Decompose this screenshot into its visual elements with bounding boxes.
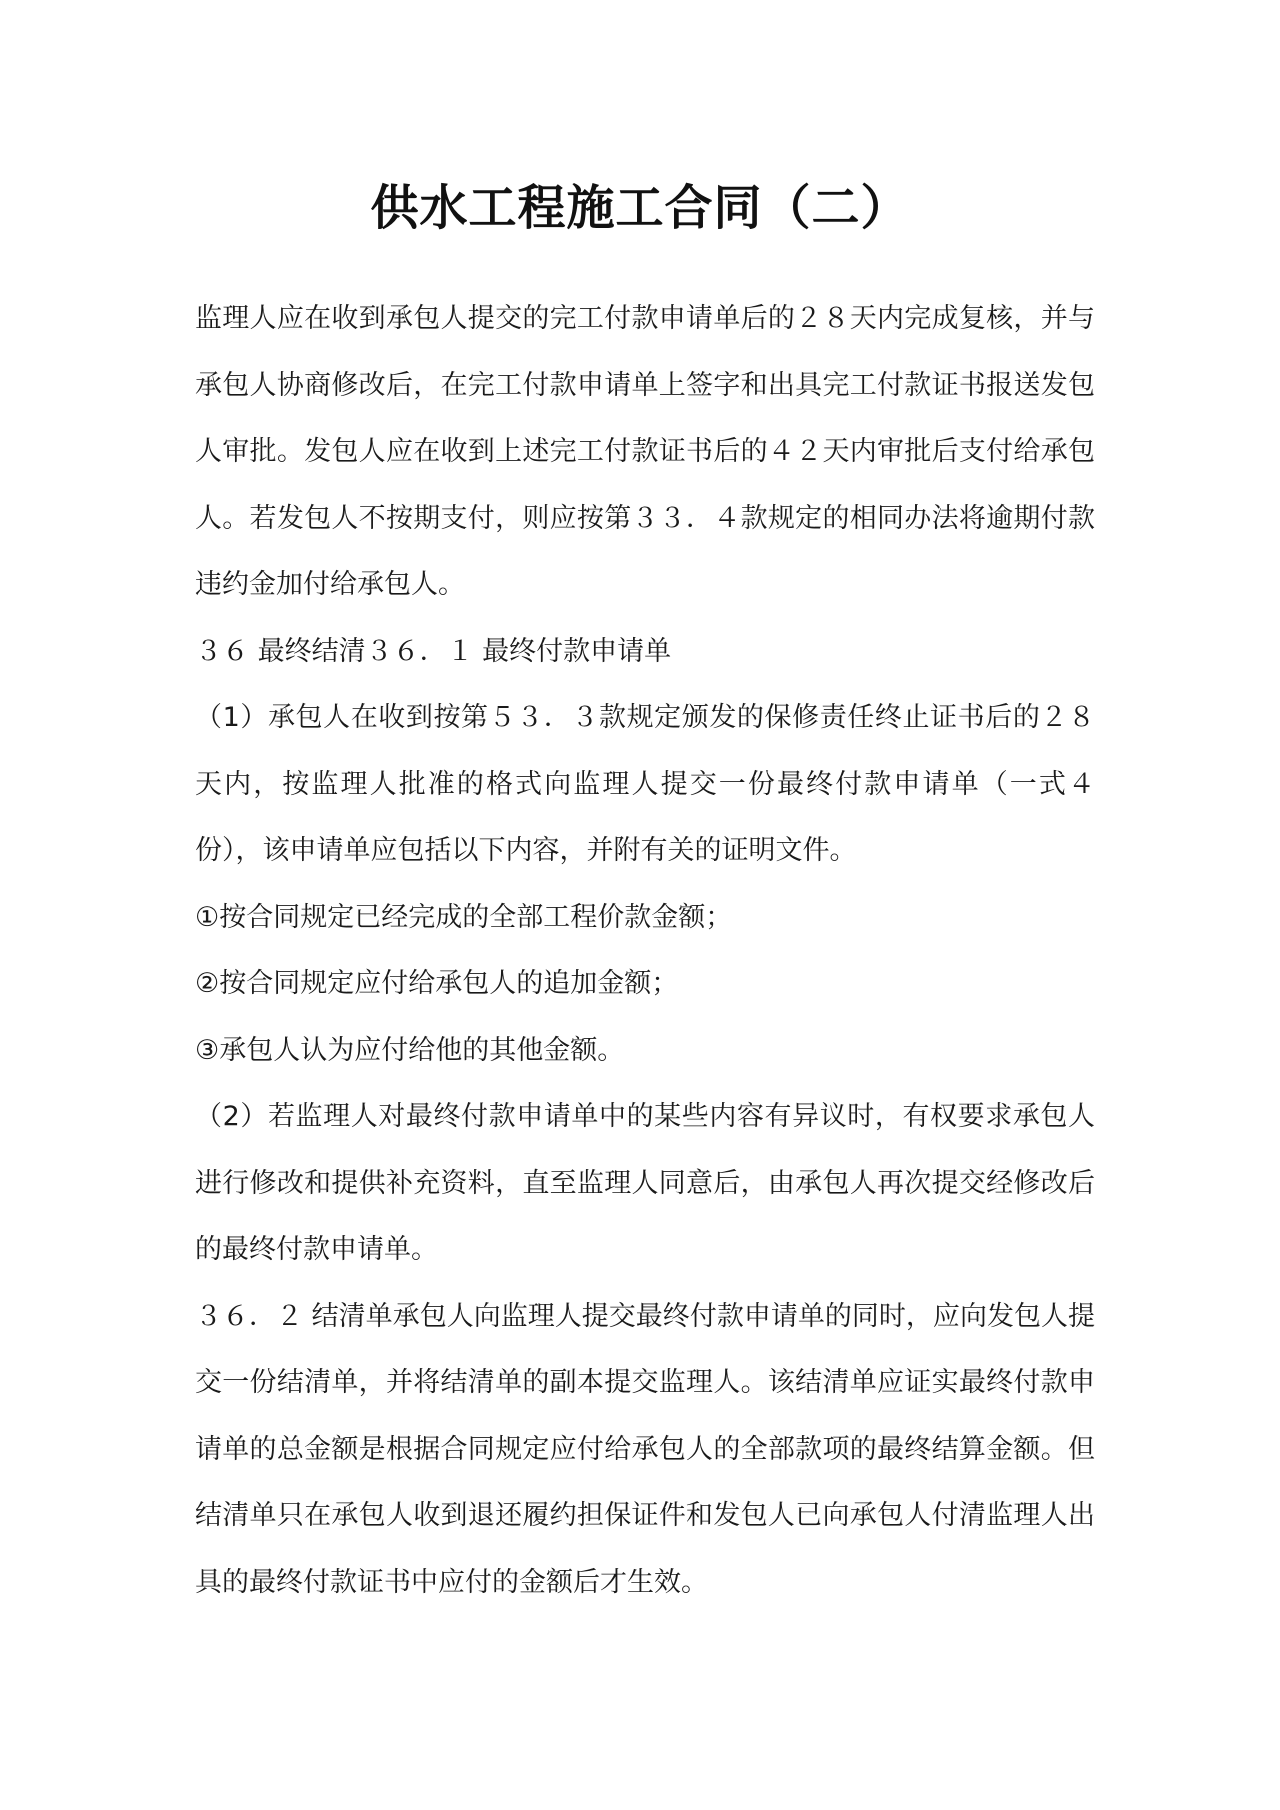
list-item-other-amounts: ③承包人认为应付给他的其他金额。 xyxy=(195,1034,625,1066)
document-title: 供水工程施工合同（二） xyxy=(370,180,910,236)
section-heading-final-settlement: ３６ 最终结清３６．１ 最终付款申请单 xyxy=(195,635,672,667)
paragraph-objection-and-revision: （2）若监理人对最终付款申请单中的某些内容有异议时，有权要求承包人进行修改和提供补充资料，直至监理人同意后，由承包人再次提交经修改后的最终付款申请单。 xyxy=(195,1101,1095,1265)
paragraph-settlement-statement: ３６．２ 结清单承包人向监理人提交最终付款申请单的同时，应向发包人提交一份结清单，并将结清单的副本提交监理人。该结清单应证实最终付款申请单的总金额是根据合同规定应付给承包人的全部款项的最终结算金额。但结清单只在承包人收到退还履约担保证件和发包人已向承包人付清监理人出具的最终付款证书中应付的金额后才生效。 xyxy=(195,1300,1095,1598)
paragraph-completion-payment-review: 监理人应在收到承包人提交的完工付款申请单后的２８天内完成复核，并与承包人协商修改后，在完工付款申请单上签字和出具完工付款证书报送发包人审批。发包人应在收到上述完工付款证书后的４２天内审批后支付给承包人。若发包人不按期支付，则应按第３３．４款规定的相同办法将逾期付款违约金加付给承包人。 xyxy=(195,303,1095,600)
document-body xyxy=(195,286,1095,1616)
list-item-completed-works-amount: ①按合同规定已经完成的全部工程价款金额； xyxy=(195,901,733,933)
paragraph-final-payment-application: （1）承包人在收到按第５３．３款规定颁发的保修责任终止证书后的２８天内，按监理人批准的格式向监理人提交一份最终付款申请单（一式４份），该申请单应包括以下内容，并附有关的证明文件。 xyxy=(195,702,1095,866)
list-item-additional-amount: ②按合同规定应付给承包人的追加金额； xyxy=(195,968,679,999)
